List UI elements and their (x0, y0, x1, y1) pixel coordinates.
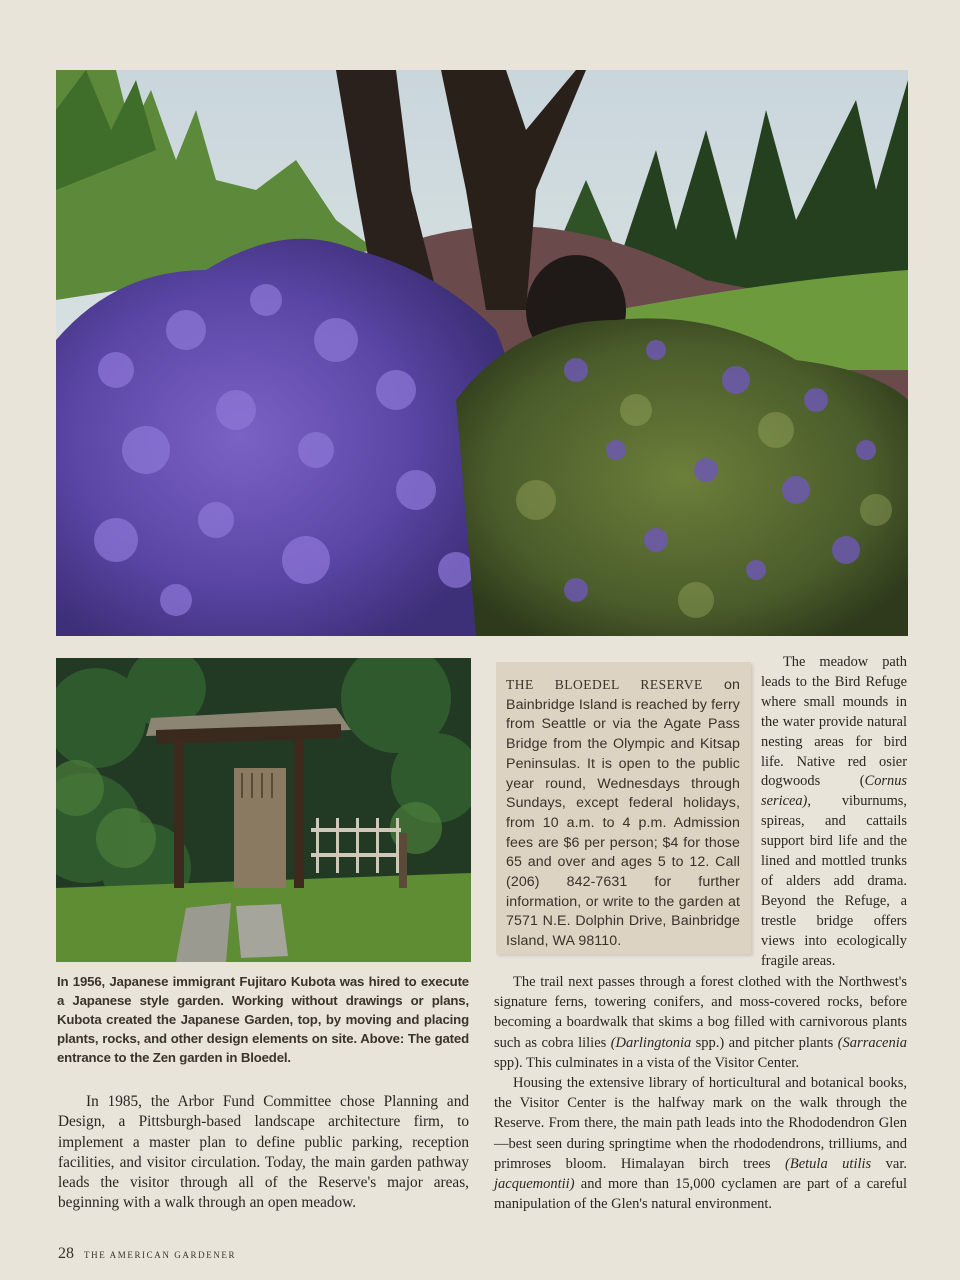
page-footer (58, 1245, 236, 1263)
body-text-left (58, 1092, 469, 1214)
magazine-title: THE AMERICAN GARDENER (84, 1250, 237, 1260)
sidebar-text (506, 675, 740, 952)
body-text-right (494, 972, 907, 1214)
page-number: 28 (58, 1245, 74, 1262)
trail-paragraph: The trail next passes through a forest clothed with the Northwest's signature ferns, towering conifers, and moss-covered rocks, before becoming a boardwalk that skims a bog filled with carnivorous plants such as cobra lilies (Darlingtonia spp.) and pitcher plants (Sarracenia spp). This culminates in a vista of the Visitor Center. (494, 974, 907, 1071)
visitor-info-sidebar (496, 662, 751, 954)
visitor-center-paragraph: Housing the extensive library of horticultural and botanical books, the Visitor Center is the halfway mark on the walk through the Reserve. From there, the main path leads into the Rhododendron Glen—best seen during springtime when the rhododendrons, trilliums, and primroses bloom. Himalayan birch trees (Betula utilis var. jacquemontii) and more than 15,000 cyclamen are part of a careful manipulation of the Glen's natural environment. (494, 1075, 908, 1213)
photo-caption: In 1956, Japanese immigrant Fujitaro Kubota was hired to execute a Japanese style garden. Working without drawings or plans, Kubota created the Japanese Garden, top, by moving and placing plants, rocks, and other design elements on site. Above: The gated entrance to the Zen garden in Bloedel. (57, 974, 469, 1065)
japanese-garden-photo (56, 70, 908, 636)
sidebar-lead: THE BLOEDEL RESERVE (506, 677, 703, 692)
zen-garden-gate-photo (56, 658, 471, 962)
meadow-paragraph: The meadow path leads to the Bird Refuge where small mounds in the water provide natural nesting areas for bird life. Native red osier dogwoods (Cornus sericea), viburnums, spireas, and cattails support bird life and the lined and mottled trunks of alders add drama. Beyond the Refuge, a trestle bridge offers views into ecologically fragile areas. (761, 654, 907, 969)
arbor-fund-paragraph: In 1985, the Arbor Fund Committee chose Planning and Design, a Pittsburgh-based landscape architecture firm, to implement a master plan to define public parking, reception facilities, and visitor circulation. Today, the main garden pathway leads the visitor through all of the Reserve's major areas, beginning with a walk through an open meadow. (58, 1093, 469, 1212)
right-column-text (761, 653, 907, 972)
sidebar-body: on Bainbridge Island is reached by ferry from Seattle or via the Agate Pass Bridge from the Olympic and Kitsap Peninsulas. It is open to the public year round, Wednesdays through Sundays, except federal holidays, from 10 a.m. to 4 p.m. Admission fees are $6 per person; $4 for those 65 and over and ages 5 to 12. Call (206) 842-7631 for further information, or write to the garden at 7571 N.E. Dolphin Drive, Bainbridge Island, WA 98110. (506, 677, 740, 950)
